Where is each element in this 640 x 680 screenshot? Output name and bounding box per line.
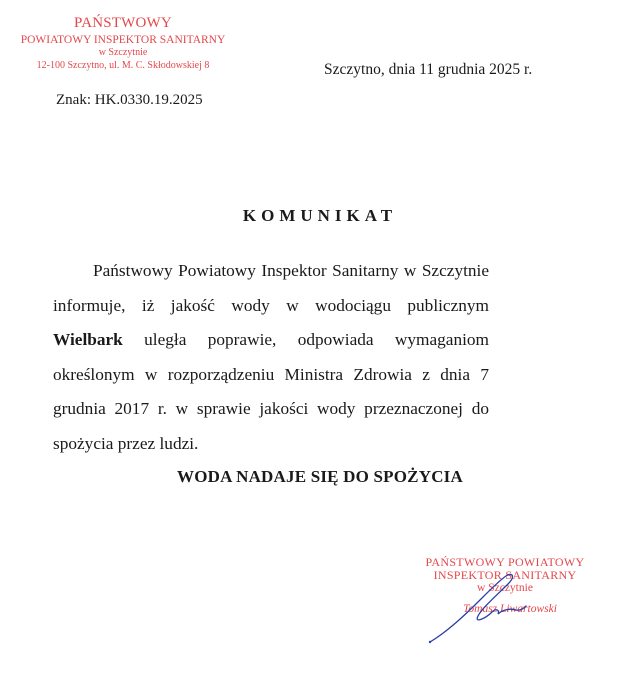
location-name: Wielbark (53, 330, 123, 350)
document-title: KOMUNIKAT (242, 206, 398, 225)
body-part-2: uległa poprawie, odpowiada wymaganiom określonym w rozporządzeniu Ministra Zdrowia z dnia 7 grudnia 2017 r. w sprawie jakości wody przeznaczonej do spożycia przez ludzi. (53, 330, 489, 453)
stamp-line-institution: PAŃSTWOWY (74, 15, 172, 31)
date-line: Szczytno, dnia 11 grudnia 2025 r. (324, 61, 533, 78)
stamp-line-title: POWIATOWY INSPEKTOR SANITARNY (20, 33, 226, 46)
handwritten-signature-icon (420, 570, 540, 650)
body-part-1: Państwowy Powiatowy Inspektor Sanitarny w Szczytnie informuje, iż jakość wody w wodociągu publicznym (53, 261, 489, 315)
sig-stamp-line-2: INSPEKTOR SANITARNY (433, 567, 577, 582)
conclusion-statement: WODA NADAJE SIĘ DO SPOŻYCIA (177, 467, 463, 486)
announcement-body (53, 254, 489, 462)
stamp-line-address: 12-100 Szczytno, ul. M. C. Skłodowskiej 8 (36, 59, 210, 71)
signatory-name: Tomasz Liwartowski (463, 603, 557, 616)
sig-stamp-line-3: w Szczytnie (477, 582, 533, 595)
stamp-line-city: w Szczytnie (98, 47, 148, 59)
reference-number: Znak: HK.0330.19.2025 (56, 92, 203, 108)
sig-stamp-line-1: PAŃSTWOWY POWIATOWY (425, 555, 585, 569)
header-stamp (6, 14, 240, 72)
